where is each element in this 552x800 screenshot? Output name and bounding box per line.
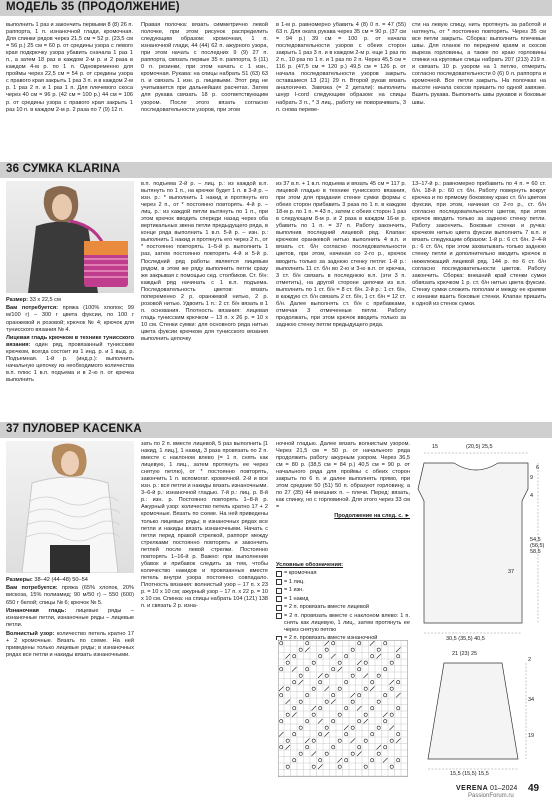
legend-text: = 2 п. провязать вместе изнаночной: [284, 635, 378, 640]
knitting-chart-grid: [278, 640, 408, 777]
page-number: 49: [528, 783, 540, 794]
schematic-label: 9: [530, 475, 534, 481]
schematic-label: 54,5 (56,5) 58,5: [530, 537, 545, 555]
legend-item: [276, 587, 410, 594]
legend-symbol-icon: [276, 588, 282, 594]
garment-schematic: [414, 441, 546, 779]
legend-text: = 1 накид: [284, 595, 309, 602]
legend-symbol-icon: [276, 571, 282, 577]
text-column: [6, 22, 133, 162]
paragraph: в.п. подъема 2-й р. – лиц. р.: из каждой в.п. вытянуть по 1 п., на крючке будет 1 п. в 3-й р. – изн. р.: * выполнить 1 накид и протянуть его через 2 п., от * постоянно повторять. 4-й р. – лиц. р.: из каждой петли вытянуть по 1 п., при этом крючок вводить спереди назад через оба вертикальных звена петли предыдущего ряда, в конце ряда выполнить 1 в.п. 5-й р. – изн. р.: выполнить 1 накид и протянуть его через 2 п., от * постоянно повторять. 1–5-й р. выполнить 1 раз, затем постоянно повторять 4-й и 5-й р. Последний ряд работы является лицевым рядом, в этом же ряду выполнить петли сразу же закрывая с помощью сед. столбиков. Ст. б/н: каждый ряд начинать с 1 в.п. подъема. Последовательность цветов: вязать попеременно 2 р. оранжевой нитью, 2 р. розовой нитью. Удвоить 1 п.: 2 ст. б/н вязать в 1 п. основания. Плотность вязания: лицевая гладь тунисским крючком – 13 п. х 26 р. = 10 х 10 см. Стенки сумки: для основного ряда нитью цвета фуксии крючком для тунисского вязания выполнить цепочку: [141, 181, 268, 343]
legend-item: [276, 596, 410, 603]
text-column: [141, 441, 268, 777]
value: количество петель кратно 17 + 2 кромочные. Вязать по схеме. На ней приведены только лицевые ряды; в изнаночных рядах все петли и накиды вязать изнаночными.: [6, 630, 134, 658]
paragraph: в 1-м р. равномерно убавить 4 (8) 0 п. = 47 (55) 63 п. Для оката рукава через 35 см = 90 р. (37 см = 94 р.) 39 см = 100 р. от начала последовательности узоров с обеих сторон закрыть 1 раз 3 п. и в каждом 2-м р. еще 1 раз по 2 п., 10 раз по 1 п. и 1 раз по 2 п. Через 45,5 см = 116 р. (47,5 см = 120 р.) 49,5 см = 126 р. от начала последовательности узоров закрыть оставшиеся 13 (21) 29 п. Второй рукав вязать аналогично. Завязка (= 2 детали): выполнить шнур I-cord следующим образом: на спицы набрать 3 п., * 3 лиц., работу не поворачивать, 3 п. снова переве-: [276, 22, 406, 113]
value: 38–42 (44–48) 50–54: [34, 577, 88, 583]
pullover-photo-illustration: [6, 441, 134, 573]
page-footer: [0, 784, 552, 800]
paragraph: ночной гладью. Далее вязать волнистым узором. Через 21,5 см = 50 р. от начального ряда продолжить работу ажурным узором. Через 36,5 см = 80 р. (38,5 см = 84 р.) 40,5 см = 90 р. от начального ряда для проймы с обеих сторон закрыть по 6 п. и далее выполнять прямо, при этом средние 50 (51) 50 п. образуют горловину, а по 27 (35) 44 внешних п. – плечи. Перед: вязать, как спинку, но с горловиной. Для этого через 33 см =: [276, 441, 410, 511]
legend-symbol-icon: [276, 605, 282, 611]
value: пряжа (100% хлопок; 99 м/100 г) – 300 г цвета фуксии, по 100 г оранжевой и розовой; крючок № 4; крючок для тунисского вязания № 4.: [6, 305, 134, 333]
legend-text: = 1 изн.: [284, 587, 304, 594]
paragraph: выполнить 1 раз и закончить первыми 8 (8) 26 п. раппорта, 1 п. изнаночной глади, кромочная. Для спинки рядов через 21,5 см = 52 р. (23,5 см = 56 р.) 25 см = 60 р. от средины узора с левого края подкрючку узора убавить сначала 1 раз 1 п., а затем 18 раз в каждом 2-м р. и 2 раза в каждом 4-м р. по 1 п. Одновременно для проймы через 22,5 см = 54 р. от средины узора с правого края закрыть 1 раз 3 п. и в каждом 2-м р. 1 раз 2 п. и 1 раз 1 п. Для плечевого скоса через 40 см = 96 р. (42 см = 100 р.) 44 см = 106 р. от средины узора с правого края закрыть 1 раз 10 п. в каждом 2-м р. 2 раза по 7 (9) 12 п.: [6, 22, 133, 113]
legend-item: [276, 613, 410, 634]
value: один ряд, провязанный тунисским крючком, всегда состоит из 1 инд. р. и 1 выд. р. Подъемная. 1-й р. (инд.р.): выполнить начальную цепочку из необходимого количества в.п. плюс 1 в.п. подъема и в 2-ю п. от крючка выполнить: [6, 342, 134, 384]
legend-symbol-icon: [276, 613, 282, 619]
schematic-label: 4: [530, 493, 534, 499]
schematic-label: 34: [528, 697, 535, 703]
value: лицевые ряды – изнаночные петли, изнаночные ряды – лицевые петли.: [6, 607, 134, 629]
label: Вам потребуется:: [6, 585, 58, 592]
pullover-photo: [6, 441, 134, 573]
text-column: [6, 577, 134, 777]
continue-note: Продолжение на след. с. ►: [334, 512, 410, 519]
section-title: 37 ПУЛОВЕР KACENKA: [6, 423, 142, 435]
knitting-chart: [278, 640, 408, 777]
schematic-label: 37: [508, 569, 515, 575]
label: Лицевая гладь крючком в технике тунисского вязания:: [6, 335, 134, 349]
schematic-drawing: [414, 441, 546, 779]
site-watermark: PassionForum.ru: [468, 793, 514, 799]
schematic-label: 15,5 (15,5) 15,5: [450, 771, 489, 777]
schematic-label: 2: [528, 657, 532, 663]
text-column: [412, 181, 546, 417]
text-column: [412, 22, 546, 162]
magazine-name: VERENA: [456, 785, 489, 792]
section-header-37: [0, 422, 552, 438]
text-column: [276, 181, 406, 417]
paragraph: 13–17-й р.: равномерно прибавить по 4 п. = 60 ст. б/н. 18-й р.: 60 ст. б/н. Работу повернуть вокруг крючка и по прямому боковому краю ст. б/н цветом фуксии, при этом, начиная со 2-го р., ст. б/н согласно последовательности цветов, при этом крючок вводить только за заднюю стенку петли. Работу закончить. Боковые стенки и ручка: крючком нитью цвета фуксии выполнить 7 в.п. и вязать следующим образом: 1-й р.: 6 ст. б/н. 2–4-й р.: 6 ст. б/н, при этом захватывать только заднюю стенку петли и дополнительно вводить крючок в нижележащий лицевой ряд. 144 р. по 6 ст. б/н согласно последовательности цветов. Работу закончить. Сборка: внешний край стенки сумки обвязать крючком 1 р. ст. б/н нитью цвета фуксии. Стенку сумки сложить пополам и между ее краями с изнанки вшить боковые стенки. Клапан пришить к одной из стенок сумки.: [412, 181, 546, 307]
legend-symbol-icon: [276, 596, 282, 602]
bag-photo: [6, 181, 134, 293]
text-column: [276, 441, 410, 563]
schematic-label: 30,5 (35,5) 40,5: [446, 636, 485, 642]
schematic-label: (20,5) 25,5: [466, 444, 493, 450]
legend-item: [276, 604, 410, 611]
paragraph: Правая полочка: вязать симметрично левой полочке, при этом рисунок распределить следующим образом: кромочная, 1 п. изнаночной глади, 44 (44) 62 п. ажурного узора, при этом начать с последних 9 (9) 27 п. раппорта, связать первые 35 п. раппорта, 5 (11) 0 п. резинки, при этом начать с 1 изн., кромочная. Рукава: на спицы набрать 51 (63) 63 п. и связать 1 изн. р. лицевыми. Этот ряд не учитывается при дальнейших расчетах. Затем для рукава связать 18 р. соответствующим узором. После этого вязать согласно последовательности узоров, при этом: [141, 22, 268, 113]
text-column: [276, 22, 406, 162]
schematic-label: 15: [432, 444, 439, 450]
section-title: МОДЕЛЬ 35 (ПРОДОЛЖЕНИЕ): [6, 1, 180, 13]
label: Размер:: [6, 297, 29, 303]
section-header-36: [0, 162, 552, 178]
value: пряжа (65% хлопок, 20% вискоза, 15% полиамид; 90 м/50 г) – 550 (600) 650 г белой; спицы № 6; крючок № 5.: [6, 585, 134, 606]
paragraph: из 37 в.п. + 1 в.п. подъема и вязать 45 см = 117 р. лицевой гладью в технике тунисского вязания, при этом для придания стенке сумки формы с обеих сторон прибавить 3 раза по 1 п. в каждом 18-м р. по 1 п. = 43 п., затем с обеих сторон 1 раз в следующем 8-м р. и 2 раза в каждом 16-м р. убавить по 1 п. = 37 п. Работу закончить, выполнив последний лицевой ряд. Клапан: крючком оранжевой нитью выполнить 4 в.п. и вязать ст. б/н согласно последовательности цветов, при этом, начиная со 2-го р., крючок вводить только за заднюю стенку петли: 1-й р.: выполнить 11 ст. б/н во 2-ю и 3-ю в.п. от крючка, 3 ст. б/н связать в последнюю в.п. (эти 3 п. отметить), на другой стороне цепочки из в.п. выполнить по 1 ст. б/н = 8 ст. б/н. 2-й р.: 1 ст. б/н, в каждую ст. б/н связать 2 ст. б/н, 1 ст. б/н = 12 ст. б/н. Далее выполнять ст. б/н с прибавками, отмечая 3 отмеченные петли. Работу продолжать, при этом крючок вводить только за заднюю стенку петли предыдущего ряда.: [276, 181, 406, 328]
legend: [276, 562, 410, 640]
legend-item: [276, 579, 410, 586]
legend-title: Условные обозначения:: [276, 562, 344, 568]
schematic-label: 21 (23) 25: [452, 651, 478, 657]
text-column: [6, 297, 134, 417]
legend-text: = 2 п. провязать вместе с наклоном влево: 1 п. снять как лицевую, 1 лиц., затем протянуть ее через снятую петлю: [284, 612, 410, 633]
schematic-label: 6: [536, 465, 540, 471]
value: 33 х 22,5 см: [29, 297, 61, 303]
legend-text: = 2 п. провязать вместе лицевой: [284, 604, 370, 611]
section-header-35: [0, 0, 552, 16]
label: Размеры:: [6, 577, 33, 583]
paragraph: зать по 2 п. вместе лицевой, 5 раз выполнить [1 накид, 1 лиц.], 1 накид, 3 раза провязать по 2 п. вместе с наклоном влево (= 1 п. снять как лицевую, 1 лиц., затем протянуть ее через снятую петлю), от * постоянно повторять, закончить 1 п. вспомогат. кромочной. 2-й и все изн. р.: все петли и накиды вязать изнаночными. 3–6-й р.: изнаночной гладью. 7-й р.: лиц. р. 8-й р.: изн. р. Постоянно повторять 1–8-й р. Ажурный узор: количество петель кратно 17 + 2 кромочные. Вязать по схеме. На ней приведены только лицевые ряды; в изнаночных рядах все петли и накиды вязать изнаночными. Начать с петли перед правой стрелкой, раппорт между стрелками постоянно повторять и закончить петлей после левой стрелки. Постоянно повторять 1–16-й р. Важно: при выполнении убавок и прибавок следить за тем, чтобы количество накидов и провязанных вместе петель внутри узора постоянно совпадало. Плотность вязания: волнистый узор – 17 п. х 23 р. = 10 х 10 см; ажурный узор – 17 п. х 22 р. = 10 х 10 см. Спинка: на спицы набрать 104 (121) 138 п. и связать 2 р. изна-: [141, 441, 268, 610]
legend-text: = 1 лиц.: [284, 578, 305, 585]
legend-item: [276, 570, 410, 577]
legend-list: [276, 570, 410, 640]
text-column: [141, 22, 268, 162]
bag-photo-illustration: [6, 181, 134, 293]
schematic-label: 19: [528, 733, 535, 739]
label: Волнистый узор:: [6, 630, 55, 637]
label: Изнаночная гладь:: [6, 607, 67, 614]
section-title: 36 СУМКА KLARINA: [6, 163, 121, 175]
text-column: [141, 181, 268, 417]
issue-number: 01–2024: [490, 785, 518, 792]
legend-symbol-icon: [276, 579, 282, 585]
label: Вам потребуется:: [6, 305, 59, 312]
paragraph: сти на левую спицу, нить протянуть за работой и натянуть, от * постоянно повторять. Через 35 см все петли закрыть. Сборка: выполнить плечевые швы. Для планок по переднем краям и скосов выреза горловины, а также по краю горловины спинки на круговые спицы набрать 207 (213) 219 п. и связать 10 р. узором на 1 петлю, отмерить согласно последовательности 0 (6) 0 л. раппорта и кромочной. Все петли закрыть. На полочках на высоте начала скосов пришить по одной завязке. Вшить рукава. Выполнить швы рукавов и боковые швы.: [412, 22, 546, 106]
legend-text: = кромочная: [284, 570, 317, 577]
